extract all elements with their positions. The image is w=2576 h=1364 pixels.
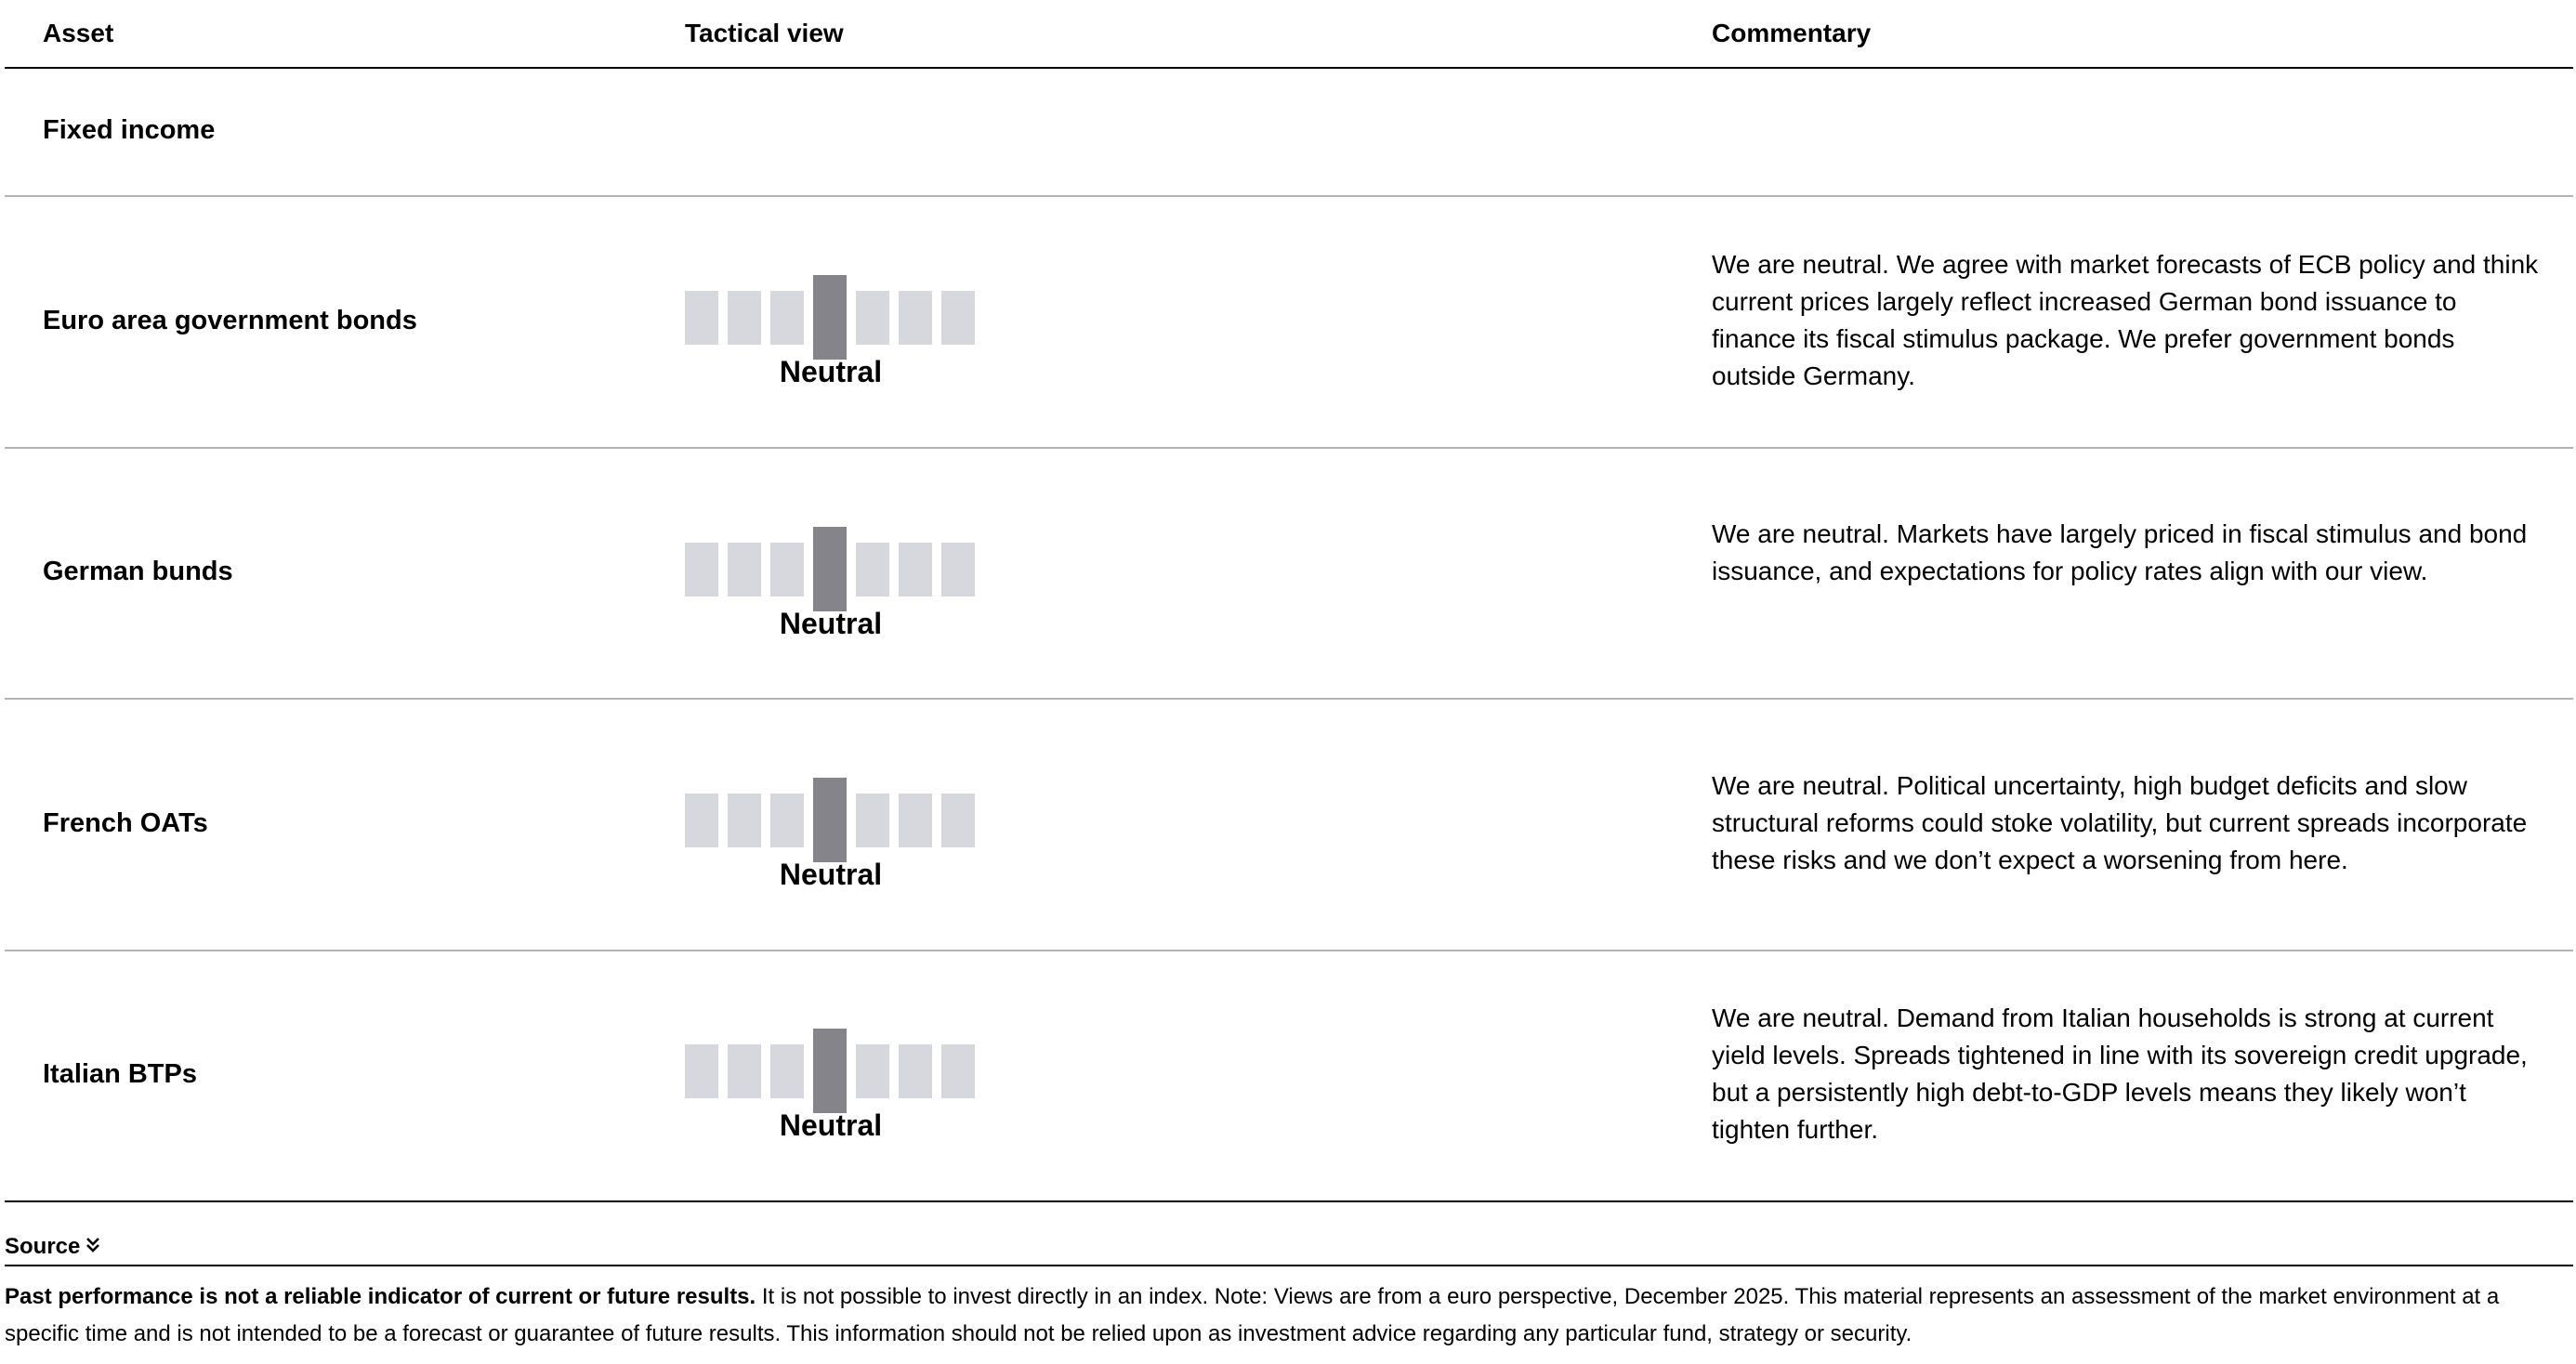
gauge-segment [899, 291, 932, 345]
tactical-view-label: Neutral [779, 1108, 883, 1142]
gauge-segment [728, 1044, 761, 1098]
source-divider [5, 1265, 2573, 1266]
gauge-segment [856, 543, 889, 597]
gauge-segment [728, 543, 761, 597]
row-divider [5, 698, 2573, 700]
gauge-segment [856, 793, 889, 847]
header-divider [5, 67, 2573, 69]
gauge-segment [941, 793, 975, 847]
gauge-segment [899, 793, 932, 847]
gauge-segment-active [813, 1029, 847, 1113]
asset-name: French OATs [43, 808, 208, 838]
asset-name: Italian BTPs [43, 1059, 197, 1089]
asset-name: Euro area government bonds [43, 306, 417, 335]
tactical-view-label: Neutral [779, 607, 883, 640]
source-toggle-button[interactable] [5, 1232, 100, 1262]
gauge-segment-active [813, 778, 847, 862]
tactical-view-gauge [685, 778, 977, 908]
disclaimer-text: It is not possible to invest directly in an index. Note: Views are from a euro perspective, December 2025. This material represents an assessment of the market environment at a specific time and is not intended to be a forecast or guarantee of future results. This information should not be relied upon as investment advice regarding any particular fund, strategy or security. [5, 1284, 2500, 1346]
section-title: Fixed income [43, 115, 216, 145]
row-divider [5, 195, 2573, 197]
commentary-text: We are neutral. Political uncertainty, high budget deficits and slow structural reforms could stoke volatility, but current spreads incorporate these risks and we don’t expect a worsening from here. [1712, 771, 2528, 874]
column-header-tactical-view: Tactical view [685, 19, 844, 47]
asset-name: German bunds [43, 557, 233, 586]
tactical-view-gauge [685, 527, 977, 657]
gauge-segment [941, 1044, 975, 1098]
gauge-segment-active [813, 527, 847, 611]
gauge-segment [856, 1044, 889, 1098]
tactical-view-gauge [685, 275, 977, 405]
source-toggle-label: Source [5, 1234, 81, 1259]
column-header-asset: Asset [43, 19, 114, 47]
gauge-segment [685, 291, 718, 345]
gauge-segment [899, 543, 932, 597]
gauge-segment [899, 1044, 932, 1098]
disclaimer [5, 1279, 2551, 1353]
gauge-segment [770, 291, 804, 345]
column-header-commentary: Commentary [1712, 19, 1872, 47]
row-divider [5, 950, 2573, 951]
gauge-segment [728, 793, 761, 847]
tactical-view-gauge [685, 1029, 977, 1159]
tactical-view-label: Neutral [779, 858, 883, 891]
gauge-segment [685, 543, 718, 597]
tactical-view-label: Neutral [779, 355, 883, 388]
row-divider [5, 447, 2573, 449]
gauge-segment [941, 291, 975, 345]
gauge-segment [770, 543, 804, 597]
double-chevron-down-icon [85, 1236, 100, 1258]
commentary-text: We are neutral. Demand from Italian households is strong at current yield levels. Spreads tightened in line with its sovereign credit upgrade, but a persistently high debt-to-GDP levels means they likely won’t tighten further. [1712, 1003, 2528, 1144]
gauge-segment [856, 291, 889, 345]
gauge-segment [685, 793, 718, 847]
commentary-text: We are neutral. We agree with market forecasts of ECB policy and think current prices largely reflect increased German bond issuance to finance its fiscal stimulus package. We prefer government bonds outside Germany. [1712, 250, 2539, 390]
gauge-segment [770, 793, 804, 847]
gauge-segment [770, 1044, 804, 1098]
table-bottom-divider [5, 1200, 2573, 1202]
gauge-segment [941, 543, 975, 597]
gauge-segment [728, 291, 761, 345]
disclaimer-bold: Past performance is not a reliable indicator of current or future results. [5, 1284, 756, 1309]
gauge-segment [685, 1044, 718, 1098]
gauge-segment-active [813, 275, 847, 360]
commentary-text: We are neutral. Markets have largely priced in fiscal stimulus and bond issuance, and expectations for policy rates align with our view. [1712, 519, 2528, 585]
